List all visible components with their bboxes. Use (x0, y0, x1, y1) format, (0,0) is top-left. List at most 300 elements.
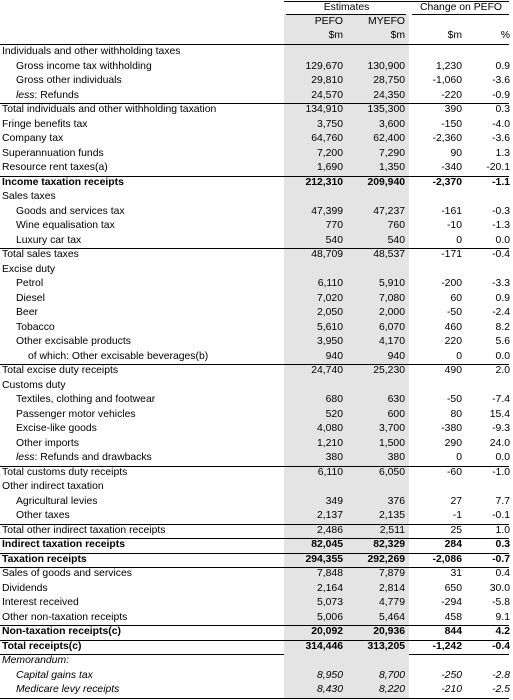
row-label-text: Excise duty (2, 263, 56, 275)
row-label-text: Goods and services tax (16, 205, 125, 217)
row-label (2, 176, 124, 191)
change-value: -340 (441, 162, 462, 173)
row-label (16, 74, 122, 89)
myefo-value (347, 379, 405, 394)
row-rule-bottom (0, 698, 509, 699)
pefo-value: 2,050 (316, 307, 343, 318)
myefo-value: 25,230 (373, 365, 405, 376)
change-value: 284 (444, 539, 462, 550)
pct-change-value: 0.0 (495, 452, 510, 463)
row-label (2, 466, 127, 481)
change-unit: $m (447, 30, 462, 41)
change-value: 1,230 (435, 60, 462, 72)
myefo-value: 292,269 (367, 553, 405, 565)
row-label (16, 451, 152, 466)
myefo-value: 82,329 (373, 539, 405, 550)
row-label (2, 263, 55, 278)
row-label-text: Other excisable products (16, 336, 131, 347)
change-value: 80 (450, 408, 462, 420)
myefo-value: 2,814 (378, 582, 405, 594)
table-row (0, 640, 513, 655)
row-label (16, 422, 97, 437)
row-label-text: of which: Other excisable beverages(b) (28, 350, 209, 362)
pct-change-value: 24.0 (489, 437, 510, 449)
table-row (0, 364, 513, 379)
change-value: -380 (441, 423, 462, 434)
pct-change-value: 7.7 (495, 495, 510, 507)
row-label-text: Total receipts(c) (2, 640, 82, 652)
row-label (2, 480, 104, 495)
row-label-text: : Refunds and drawbacks (34, 452, 152, 463)
row-label (16, 292, 45, 307)
pct-change-value: -2.4 (492, 307, 510, 318)
change-value (412, 480, 462, 495)
myefo-value: 135,300 (367, 104, 405, 115)
pct-change-value: -1.3 (492, 220, 510, 231)
pefo-value: 129,670 (305, 60, 343, 72)
row-label (2, 625, 121, 640)
pefo-value: 3,950 (316, 336, 343, 347)
row-rule (0, 524, 509, 525)
table-row (0, 582, 513, 597)
table-row (0, 335, 513, 350)
row-label-text: Gross other individuals (16, 75, 122, 86)
row-label (2, 147, 104, 162)
table-row (0, 74, 513, 89)
row-label-text: Other non-taxation receipts (2, 611, 128, 623)
pct-change-value: -0.3 (492, 205, 510, 217)
row-label-text: Excise-like goods (16, 423, 97, 434)
row-rule (0, 538, 509, 539)
row-label (2, 45, 181, 60)
table-row (0, 103, 513, 118)
myefo-value: 600 (387, 408, 405, 420)
row-label-text: Non-taxation receipts(c) (2, 626, 121, 637)
table-row (0, 408, 513, 423)
row-label-text: Total individuals and other withholding taxation (2, 104, 217, 115)
change-value: 460 (444, 321, 462, 333)
change-value: 844 (444, 626, 462, 637)
myefo-value: 28,750 (373, 75, 405, 86)
table-row (0, 292, 513, 307)
myefo-value: 540 (387, 234, 405, 246)
pefo-value (284, 45, 343, 60)
myefo-value: 7,879 (378, 568, 405, 579)
row-rule (0, 103, 509, 104)
row-label-text: Agricultural levies (16, 495, 98, 507)
pct-change-value: 0.0 (495, 234, 510, 246)
row-label (2, 118, 87, 133)
pct-change-value: 8.2 (495, 321, 510, 333)
table-row (0, 45, 513, 60)
pefo-value: 680 (325, 394, 343, 405)
pct-change-value: -20.1 (486, 162, 510, 173)
row-label (16, 89, 79, 104)
change-value (412, 654, 462, 669)
table-row (0, 234, 513, 249)
table-row (0, 422, 513, 437)
row-label-text: Interest received (2, 597, 79, 608)
myefo-value: 3,600 (378, 118, 405, 130)
change-value: 0 (456, 234, 462, 246)
pct-change-value: 5.6 (495, 336, 510, 347)
pct-change-value: -0.4 (492, 249, 510, 260)
row-label-text: Sales of goods and services (2, 568, 132, 579)
myefo-value: 20,936 (373, 626, 405, 637)
table-row (0, 350, 513, 365)
myefo-value: 6,070 (378, 321, 405, 333)
pct-change-value: -4.0 (492, 118, 510, 130)
row-label-text: Other indirect taxation (2, 481, 104, 492)
change-value: 60 (450, 292, 462, 304)
row-label (16, 321, 55, 336)
pct-unit: % (500, 30, 510, 41)
change-value: -150 (441, 118, 462, 130)
myefo-value (347, 654, 405, 669)
pefo-value: 1,690 (316, 162, 343, 173)
row-label (28, 350, 208, 365)
row-label (2, 611, 127, 626)
table-row (0, 553, 513, 568)
row-label (16, 683, 119, 698)
myefo-value: 7,080 (378, 292, 405, 304)
row-label-text: Resource rent taxes(a) (2, 162, 108, 173)
row-label-text: Wine equalisation tax (16, 220, 115, 231)
change-value: 0 (456, 452, 462, 463)
pct-change-value: 4.2 (495, 626, 510, 637)
table-row (0, 161, 513, 176)
row-label-text: Medicare levy receipts (16, 684, 120, 695)
change-value: -2,360 (432, 133, 462, 144)
table-row (0, 495, 513, 510)
row-label-text: Luxury car tax (16, 234, 82, 246)
row-rule (0, 248, 509, 249)
pefo-value: 8,950 (316, 669, 343, 681)
change-value: -200 (441, 278, 462, 289)
table-row (0, 625, 513, 640)
table-row (0, 379, 513, 394)
myefo-value: 313,205 (367, 640, 405, 652)
table-row (0, 306, 513, 321)
pct-change-value: -0.7 (492, 553, 510, 565)
change-value: -60 (446, 466, 462, 478)
myefo-heading: MYEFO (368, 16, 405, 27)
change-value: -2,086 (432, 553, 462, 565)
change-value: -1 (452, 510, 462, 521)
pefo-value: 6,110 (317, 466, 343, 478)
change-value: -1,060 (432, 75, 462, 86)
pefo-value: 7,020 (316, 292, 343, 304)
pefo-value: 2,486 (316, 524, 343, 536)
row-label (2, 190, 56, 205)
header-group-row (0, 1, 513, 16)
pefo-heading: PEFO (314, 16, 343, 27)
pefo-value: 5,073 (316, 597, 343, 608)
pefo-value: 520 (325, 408, 343, 420)
change-value: -171 (441, 249, 462, 260)
row-label-text: Sales taxes (2, 191, 56, 202)
row-label (16, 495, 97, 510)
table-row (0, 176, 513, 191)
pefo-value: 2,137 (316, 510, 343, 521)
estimates-heading: Estimates (323, 2, 370, 13)
pct-change-value (465, 263, 510, 278)
row-label (16, 437, 79, 452)
pefo-value: 3,750 (316, 118, 343, 130)
table-row (0, 611, 513, 626)
table-row (0, 683, 513, 698)
change-value (412, 379, 462, 394)
change-value: -294 (441, 597, 462, 608)
myefo-value: 376 (387, 495, 405, 507)
pct-change-value (465, 379, 510, 394)
table-row (0, 524, 513, 539)
change-value: -1,242 (432, 640, 462, 652)
pefo-value: 4,080 (316, 423, 343, 434)
pefo-value (284, 379, 343, 394)
pct-change-value: -1.1 (492, 176, 510, 188)
pct-change-value: -5.8 (492, 597, 510, 608)
pefo-value (284, 480, 343, 495)
myefo-value: 380 (387, 452, 405, 463)
row-label-text: Dividends (2, 582, 48, 594)
pefo-value: 940 (325, 350, 343, 362)
table-row (0, 451, 513, 466)
table-row (0, 567, 513, 582)
row-label (16, 219, 115, 234)
myefo-value: 940 (387, 350, 405, 362)
pct-change-value: 15.4 (489, 408, 510, 420)
row-label-text: Individuals and other withholding taxes (2, 46, 181, 57)
table-row (0, 147, 513, 162)
table-row (0, 596, 513, 611)
pefo-value: 314,446 (305, 640, 343, 652)
pefo-value (284, 190, 343, 205)
row-label-text: Diesel (16, 292, 45, 304)
pefo-value: 349 (325, 495, 343, 507)
row-label-text: Gross income tax withholding (16, 60, 152, 72)
myefo-value: 24,350 (373, 89, 405, 101)
row-label-text: Indirect taxation receipts (2, 539, 125, 550)
pct-change-value (465, 480, 510, 495)
row-label-text: Passenger motor vehicles (16, 408, 136, 420)
pefo-value: 212,310 (305, 176, 343, 188)
pefo-value: 48,709 (311, 249, 343, 260)
change-value: -50 (446, 394, 462, 405)
change-value: 220 (444, 336, 462, 347)
change-value: -10 (446, 220, 462, 231)
change-value (412, 45, 462, 60)
pct-change-value: 0.9 (495, 292, 510, 304)
row-label (16, 509, 70, 524)
pct-change-value: -3.3 (492, 278, 510, 289)
table-row (0, 480, 513, 495)
row-label-text: Beer (16, 307, 38, 318)
pct-change-value: 0.4 (495, 568, 510, 579)
pct-change-value: 0.0 (495, 350, 510, 362)
row-label-text: Other taxes (16, 510, 70, 521)
change-value: 90 (450, 147, 462, 159)
row-label (16, 393, 155, 408)
row-label-text: Customs duty (2, 379, 66, 391)
row-label (2, 582, 48, 597)
myefo-unit: $m (390, 30, 405, 41)
myefo-value: 8,220 (378, 684, 405, 695)
pefo-unit: $m (328, 30, 343, 41)
row-label-text: Total excise duty receipts (2, 365, 119, 376)
table-row (0, 466, 513, 481)
pct-change-value: -3.6 (492, 133, 510, 144)
row-label-italic: less (16, 452, 35, 463)
myefo-value: 8,700 (378, 669, 405, 681)
change-value (412, 190, 462, 205)
pefo-value: 5,610 (316, 321, 343, 333)
row-label (16, 408, 136, 423)
change-value: 290 (444, 437, 462, 449)
change-value: 458 (444, 611, 462, 623)
change-value: -2,370 (432, 176, 462, 188)
pefo-value: 380 (325, 452, 343, 463)
change-value: -161 (441, 205, 462, 217)
pct-change-value: 2.0 (495, 365, 510, 376)
pefo-value: 29,810 (311, 75, 343, 86)
row-label-text: Fringe benefits tax (2, 118, 88, 130)
row-label-text: Textiles, clothing and footwear (16, 394, 156, 405)
change-value (412, 263, 462, 278)
row-rule (0, 553, 509, 554)
table-row (0, 205, 513, 220)
myefo-value: 2,135 (378, 510, 405, 521)
pefo-value: 24,740 (311, 365, 343, 376)
row-label-italic: less (16, 89, 35, 101)
pct-change-value: 0.3 (495, 539, 510, 550)
myefo-value: 1,500 (378, 437, 405, 449)
myefo-value: 48,537 (373, 249, 405, 260)
pct-change-value: 1.3 (495, 147, 510, 159)
row-label (2, 538, 125, 553)
pct-change-value: 1.0 (495, 524, 510, 536)
myefo-value: 7,290 (378, 147, 405, 159)
header-col-row (0, 15, 513, 30)
change-value: -210 (441, 684, 462, 695)
row-rule (0, 640, 509, 641)
myefo-value: 4,170 (378, 336, 405, 347)
table-row (0, 132, 513, 147)
table-row (0, 219, 513, 234)
myefo-value (347, 45, 405, 60)
myefo-value: 3,700 (378, 423, 405, 434)
change-value: 650 (444, 582, 462, 594)
pefo-value: 8,430 (316, 684, 343, 695)
pct-change-value: 0.3 (495, 104, 510, 115)
pefo-value: 540 (325, 234, 343, 246)
myefo-value: 760 (387, 220, 405, 231)
change-value: 27 (450, 495, 462, 507)
row-label (2, 524, 165, 539)
pefo-value: 294,355 (305, 553, 343, 565)
table-row (0, 248, 513, 263)
myefo-value: 5,910 (378, 278, 405, 289)
table-row (0, 669, 513, 684)
pct-change-value: -7.4 (492, 394, 510, 405)
row-label (16, 60, 152, 75)
row-label-text: Income taxation receipts (2, 176, 124, 188)
row-label (2, 553, 87, 568)
row-label (16, 306, 38, 321)
pefo-value: 82,045 (311, 539, 343, 550)
pct-change-value: -2.8 (492, 669, 510, 681)
myefo-value (347, 190, 405, 205)
row-label (2, 654, 69, 669)
pefo-value: 1,210 (316, 437, 343, 449)
row-label-text: Total sales taxes (2, 249, 79, 260)
table-row (0, 654, 513, 669)
row-label-text: : Refunds (34, 89, 79, 101)
row-label-text: Memorandum: (2, 655, 69, 666)
pefo-value: 134,910 (305, 104, 343, 115)
pefo-value: 7,200 (316, 147, 343, 159)
row-label-text: Total other indirect taxation receipts (2, 524, 166, 536)
myefo-value: 2,511 (379, 524, 405, 536)
table-row (0, 538, 513, 553)
pefo-value (284, 654, 343, 669)
myefo-value: 1,350 (378, 162, 405, 173)
myefo-value (347, 263, 405, 278)
change-value: 31 (450, 568, 462, 579)
row-label-text: Tobacco (16, 321, 55, 333)
myefo-value (347, 480, 405, 495)
myefo-value: 62,400 (373, 133, 405, 144)
table-row (0, 263, 513, 278)
row-label (2, 103, 216, 118)
row-label-text: Total customs duty receipts (2, 466, 128, 478)
row-label-text: Superannuation funds (2, 147, 104, 159)
pefo-value (284, 263, 343, 278)
myefo-value: 5,464 (378, 611, 405, 623)
pefo-value: 20,092 (311, 626, 343, 637)
change-value: -250 (441, 669, 462, 681)
table-row (0, 89, 513, 104)
pct-change-value: -0.9 (492, 89, 510, 101)
pct-change-value (465, 654, 510, 669)
pefo-value: 2,164 (316, 582, 343, 594)
row-label-text: Taxation receipts (2, 553, 87, 565)
table-row (0, 509, 513, 524)
pct-change-value: -1.0 (492, 466, 510, 478)
pefo-value: 47,399 (311, 205, 343, 217)
change-value: 390 (444, 104, 462, 115)
table-row (0, 277, 513, 292)
row-label (2, 364, 118, 379)
table-row (0, 393, 513, 408)
row-rule (0, 466, 509, 467)
change-value: 0 (456, 350, 462, 362)
pct-change-value: -0.4 (492, 640, 510, 652)
myefo-value: 630 (387, 394, 405, 405)
row-label (2, 132, 63, 147)
change-value: 490 (444, 365, 462, 376)
pefo-value: 5,006 (316, 611, 343, 623)
change-value: -220 (441, 89, 462, 101)
row-label (2, 596, 79, 611)
row-label (2, 248, 79, 263)
change-value: -50 (446, 307, 462, 318)
pefo-value: 6,110 (317, 278, 343, 289)
row-label (16, 205, 125, 220)
change-heading: Change on PEFO (419, 2, 503, 13)
table-row (0, 437, 513, 452)
myefo-value: 6,050 (378, 466, 405, 478)
